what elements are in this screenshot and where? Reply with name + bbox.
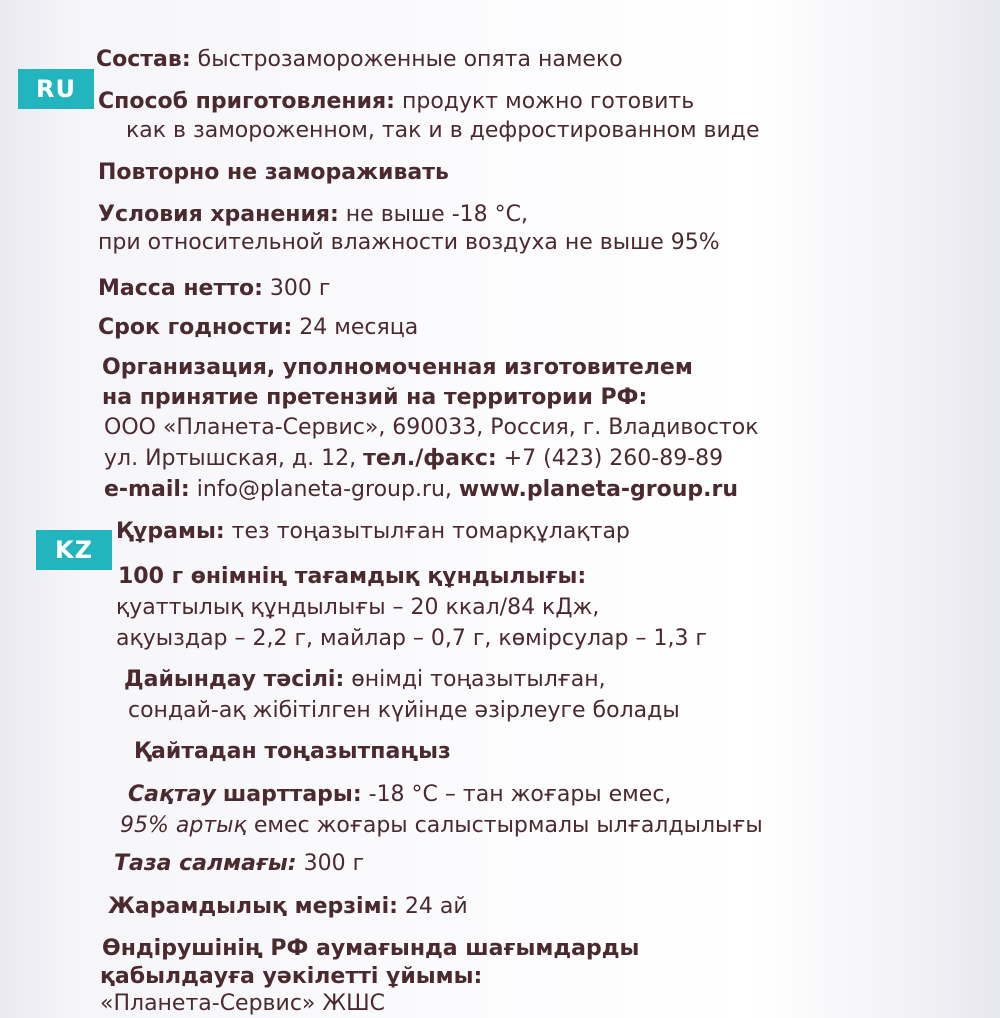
ru-prep-line1: продукт можно готовить bbox=[401, 89, 695, 114]
ru-shelf-life bbox=[98, 314, 418, 342]
ru-org-line3: ООО «Планета-Сервис», 690033, Россия, г. Владивосток bbox=[104, 415, 759, 440]
ru-storage-line1: не выше -18 °С, bbox=[345, 202, 528, 227]
ru-net-weight bbox=[98, 275, 330, 303]
ru-tel-value: +7 (423) 260-89-89 bbox=[503, 446, 724, 471]
kz-storage-line2a: 95% артық bbox=[120, 813, 247, 838]
kz-org-line1: Өндірушінің РФ аумағында шағымдарды bbox=[102, 936, 640, 961]
ru-storage-label: Условия хранения: bbox=[98, 202, 339, 227]
ru-storage bbox=[98, 201, 528, 229]
kz-net-weight bbox=[114, 850, 364, 878]
ru-storage-line2: при относительной влажности воздуха не выше 95% bbox=[98, 230, 720, 255]
kz-storage-line2b: емес жоғары салыстырмалы ылғалдылығы bbox=[253, 813, 763, 838]
ru-address-street: ул. Иртышская, д. 12, bbox=[104, 446, 357, 471]
kz-nutrition-line1: қуаттылық құндылығы – 20 ккал/84 кДж, bbox=[116, 595, 600, 620]
ru-org-line1: Организация, уполномоченная изготовителем bbox=[102, 355, 693, 380]
ru-prep-line2: как в замороженном, так и в дефростированном виде bbox=[126, 118, 760, 143]
kz-net-label: Таза салмағы: bbox=[114, 851, 297, 876]
kz-net-value: 300 г bbox=[303, 851, 365, 876]
ru-tel-label: тел./факс: bbox=[363, 446, 497, 471]
ru-shelf-label: Срок годности: bbox=[98, 315, 293, 340]
kz-org-line2: қабылдауға уәкілетті ұйымы: bbox=[100, 964, 483, 989]
ru-website: www.planeta-group.ru bbox=[458, 477, 739, 502]
ru-net-value: 300 г bbox=[269, 276, 331, 301]
kz-storage-label-b: шарттары: bbox=[222, 782, 362, 807]
ru-language-badge: RU bbox=[18, 69, 94, 109]
kz-nutrition-label: 100 г өнімнің тағамдық құндылығы: bbox=[118, 564, 587, 589]
ru-email-label: e-mail: bbox=[104, 477, 190, 502]
kz-no-refreeze: Қайтадан тоңазытпаңыз bbox=[134, 739, 451, 764]
ru-prep bbox=[98, 88, 694, 116]
ru-shelf-value: 24 месяца bbox=[299, 315, 419, 340]
ru-org-line2: на принятие претензий на территории РФ: bbox=[102, 385, 648, 410]
ru-prep-label: Способ приготовления: bbox=[98, 89, 395, 114]
kz-prep bbox=[124, 666, 606, 694]
kz-nutrition-line2: ақуыздар – 2,2 г, майлар – 0,7 г, көмірсулар – 1,3 г bbox=[116, 626, 707, 651]
kz-composition-value: тез тоңазытылған томарқұлақтар bbox=[231, 519, 630, 544]
ru-org-line4 bbox=[104, 445, 723, 473]
kz-storage-label-a: Сақтау bbox=[128, 782, 216, 807]
kz-composition bbox=[116, 518, 630, 546]
ru-composition-label: Состав: bbox=[96, 47, 191, 72]
kz-shelf-value: 24 ай bbox=[404, 894, 468, 919]
kz-prep-label: Дайындау тәсілі: bbox=[124, 667, 345, 692]
kz-language-badge: KZ bbox=[36, 530, 112, 570]
ru-contacts bbox=[104, 476, 738, 504]
kz-prep-line1: өнімді тоңазытылған, bbox=[351, 667, 606, 692]
kz-shelf-life bbox=[108, 893, 468, 921]
kz-composition-label: Құрамы: bbox=[116, 519, 225, 544]
kz-storage-line1: -18 °С – тан жоғары емес, bbox=[368, 782, 672, 807]
ru-no-refreeze: Повторно не замораживать bbox=[98, 160, 449, 185]
ru-email-value: info@planeta-group.ru, bbox=[196, 477, 452, 502]
ru-composition-value: быстрозамороженные опята намеко bbox=[197, 47, 623, 72]
kz-org-line3: «Планета-Сервис» ЖШС bbox=[100, 991, 385, 1016]
ru-composition bbox=[96, 46, 623, 74]
kz-shelf-label: Жарамдылық мерзімі: bbox=[108, 894, 398, 919]
kz-prep-line2: сондай-ақ жібітілген күйінде әзірлеуге болады bbox=[128, 698, 680, 723]
kz-storage-line2 bbox=[120, 812, 763, 840]
kz-storage bbox=[128, 781, 671, 809]
ru-net-label: Масса нетто: bbox=[98, 276, 263, 301]
